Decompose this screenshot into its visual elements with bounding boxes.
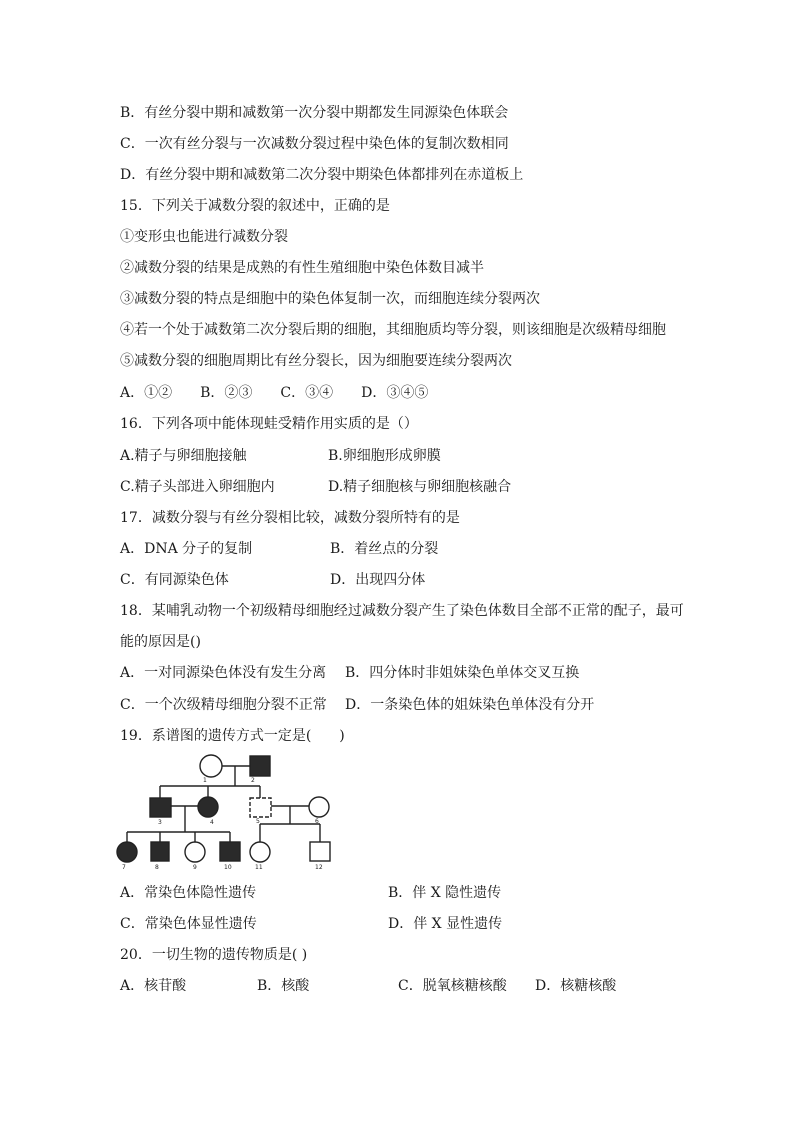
q18-stem-line2: 能的原因是() bbox=[120, 634, 201, 650]
q20-option-a: A．核苷酸 bbox=[120, 978, 187, 994]
label-2: 2 bbox=[251, 777, 255, 784]
q20-option-c: C．脱氧核糖核酸 bbox=[398, 978, 507, 994]
q19-option-b: B．伴 X 隐性遗传 bbox=[388, 885, 502, 901]
individual-2-affected-male bbox=[250, 756, 270, 776]
q16-option-c: C.精子头部进入卵细胞内 bbox=[120, 479, 275, 495]
label-8: 8 bbox=[155, 864, 159, 871]
individual-7-affected-female bbox=[117, 842, 137, 862]
label-11: 11 bbox=[255, 864, 263, 871]
individual-1-female bbox=[200, 755, 222, 777]
q17-option-c: C．有同源染色体 bbox=[120, 572, 229, 588]
label-5: 5 bbox=[256, 818, 260, 825]
individual-10-affected-male bbox=[220, 842, 240, 861]
individual-6-female bbox=[309, 797, 329, 817]
q20-option-b: B．核酸 bbox=[257, 978, 310, 994]
q15-statement-2: ②减数分裂的结果是成熟的有性生殖细胞中染色体数目减半 bbox=[120, 260, 484, 276]
individual-12-male bbox=[310, 842, 330, 861]
q15-statement-5: ⑤减数分裂的细胞周期比有丝分裂长，因为细胞要连续分裂两次 bbox=[120, 353, 512, 369]
q17-option-b: B．着丝点的分裂 bbox=[330, 541, 439, 557]
q20-option-d: D．核糖核酸 bbox=[535, 978, 617, 994]
label-7: 7 bbox=[122, 864, 126, 871]
label-9: 9 bbox=[193, 864, 197, 871]
q18-stem-line1: 18．某哺乳动物一个初级精母细胞经过减数分裂产生了染色体数目全部不正常的配子，最可 bbox=[120, 603, 684, 619]
q18-option-d: D．一条染色体的姐妹染色单体没有分开 bbox=[345, 697, 595, 713]
pedigree-chart bbox=[110, 752, 350, 874]
q19-option-c: C．常染色体显性遗传 bbox=[120, 916, 257, 932]
q16-option-d: D.精子细胞核与卵细胞核融合 bbox=[328, 479, 512, 495]
q16-stem: 16．下列各项中能体现蛙受精作用实质的是（） bbox=[120, 416, 418, 432]
q16-option-b: B.卵细胞形成卵膜 bbox=[328, 448, 441, 464]
label-4: 4 bbox=[210, 819, 214, 826]
q17-option-d: D．出现四分体 bbox=[330, 572, 426, 588]
q16-option-a: A.精子与卵细胞接触 bbox=[120, 448, 247, 464]
q19-option-d: D．伴 X 显性遗传 bbox=[388, 916, 503, 932]
label-1: 1 bbox=[203, 777, 207, 784]
label-3: 3 bbox=[158, 819, 162, 826]
individual-8-affected-male bbox=[151, 842, 169, 861]
q14-option-c: C．一次有丝分裂与一次减数分裂过程中染色体的复制次数相同 bbox=[120, 136, 509, 152]
q19-stem: 19．系谱图的遗传方式一定是( ) bbox=[120, 728, 345, 744]
q15-stem: 15．下列关于减数分裂的叙述中，正确的是 bbox=[120, 198, 390, 214]
q15-statement-1: ①变形虫也能进行减数分裂 bbox=[120, 229, 288, 245]
label-10: 10 bbox=[224, 864, 232, 871]
q18-option-a: A．一对同源染色体没有发生分离 bbox=[120, 665, 327, 681]
label-6: 6 bbox=[315, 818, 319, 825]
q17-stem: 17．减数分裂与有丝分裂相比较，减数分裂所特有的是 bbox=[120, 510, 460, 526]
individual-9-female bbox=[185, 842, 205, 862]
individual-3-affected-male bbox=[150, 798, 171, 817]
label-12: 12 bbox=[315, 864, 323, 871]
q19-option-a: A．常染色体隐性遗传 bbox=[120, 885, 257, 901]
q18-option-c: C．一个次级精母细胞分裂不正常 bbox=[120, 697, 327, 713]
q15-options: A．①② B．②③ C．③④ D．③④⑤ bbox=[120, 385, 429, 401]
q20-stem: 20．一切生物的遗传物质是( ) bbox=[120, 947, 308, 963]
individual-5-male bbox=[250, 798, 271, 817]
individual-4-affected-female bbox=[198, 797, 218, 817]
q14-option-b: B．有丝分裂中期和减数第一次分裂中期都发生同源染色体联会 bbox=[120, 105, 509, 121]
q17-option-a: A．DNA 分子的复制 bbox=[120, 541, 253, 557]
q18-option-b: B．四分体时非姐妹染色单体交叉互换 bbox=[345, 665, 580, 681]
individual-11-female bbox=[250, 842, 270, 862]
q15-statement-3: ③减数分裂的特点是细胞中的染色体复制一次，而细胞连续分裂两次 bbox=[120, 291, 540, 307]
q14-option-d: D．有丝分裂中期和减数第二次分裂中期染色体都排列在赤道板上 bbox=[120, 167, 524, 183]
q15-statement-4: ④若一个处于减数第二次分裂后期的细胞，其细胞质均等分裂，则该细胞是次级精母细胞 bbox=[120, 322, 666, 338]
